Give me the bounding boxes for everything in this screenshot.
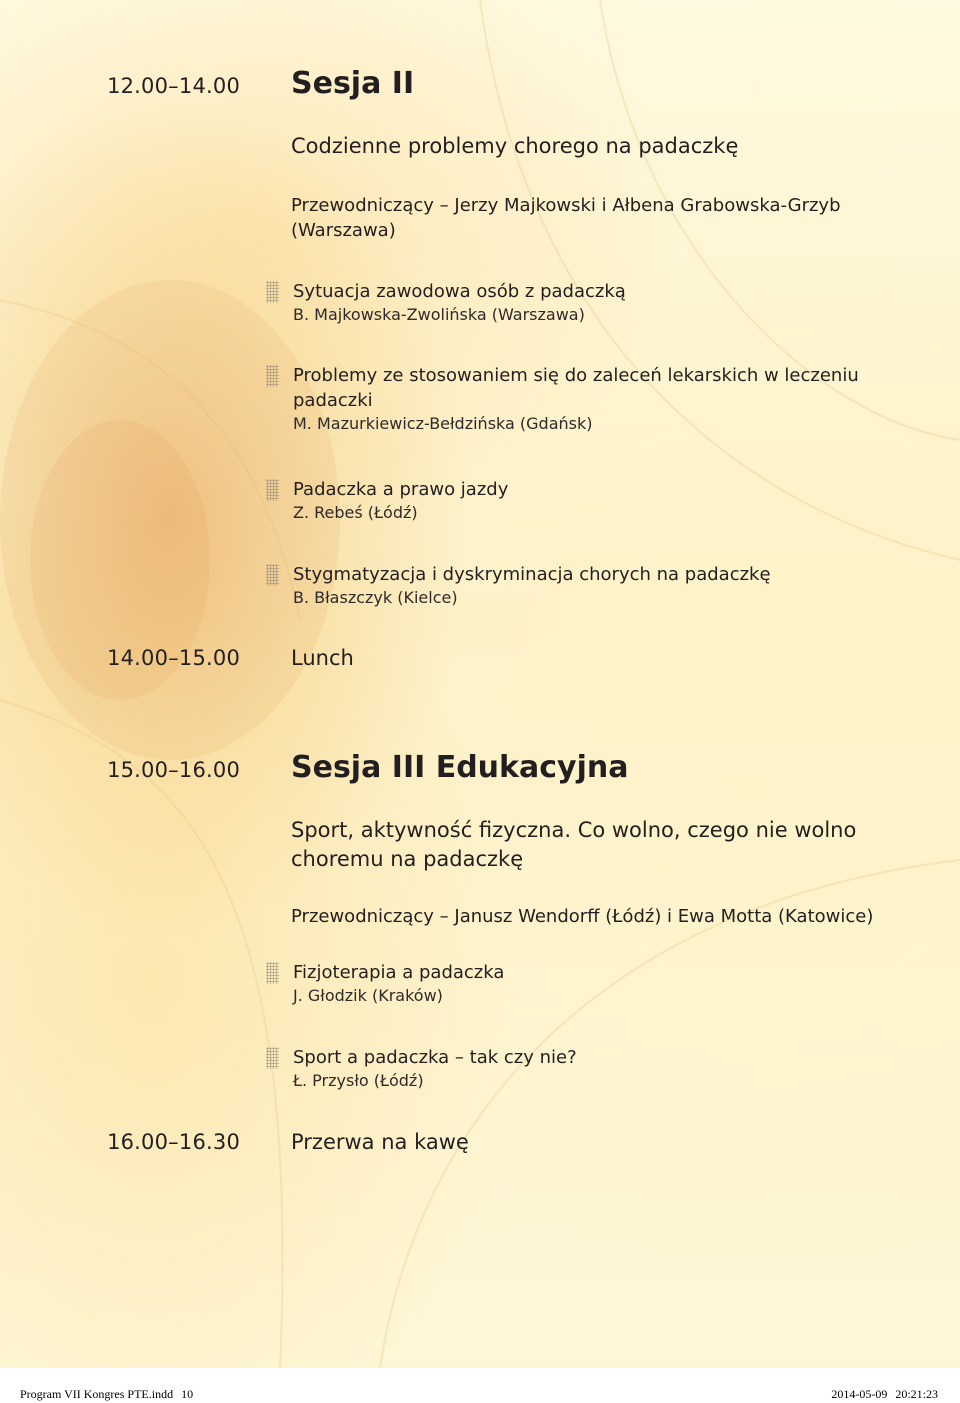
talk-author: M. Mazurkiewicz-Bełdzińska (Gdańsk) xyxy=(293,414,593,433)
talk-item xyxy=(293,279,626,326)
talk-title: Sport a padaczka – tak czy nie? xyxy=(293,1047,577,1068)
footer-timestamp xyxy=(831,1387,938,1402)
lunch-label: Lunch xyxy=(291,646,354,670)
talk-title: padaczki xyxy=(293,390,373,411)
talk-title: Stygmatyzacja i dyskryminacja chorych na padaczkę xyxy=(293,564,771,585)
talk-author: Ł. Przysło (Łódź) xyxy=(293,1071,424,1090)
talk-title: Padaczka a prawo jazdy xyxy=(293,479,509,500)
talk-item xyxy=(293,1045,577,1092)
session-subtitle xyxy=(291,816,856,874)
talk-item xyxy=(293,363,859,435)
footer-time: 20:21:23 xyxy=(895,1387,938,1401)
talk-item xyxy=(293,562,771,609)
footer-file-info xyxy=(20,1387,193,1402)
talk-title: Problemy ze stosowaniem się do zaleceń lekarskich w leczeniu xyxy=(293,365,859,386)
talk-author: Z. Rebeś (Łódź) xyxy=(293,503,418,522)
footer-date: 2014-05-09 xyxy=(831,1387,888,1401)
lunch-time: 14.00–15.00 xyxy=(107,646,240,670)
bullet-icon xyxy=(266,365,279,387)
chair-line: Przewodniczący – Jerzy Majkowski i Ałbena Grabowska-Grzyb xyxy=(291,195,841,216)
talk-item xyxy=(293,477,508,524)
bullet-icon xyxy=(266,281,279,303)
subtitle-line: Sport, aktywność fizyczna. Co wolno, czego nie wolno xyxy=(291,818,857,842)
talk-title: Fizjoterapia a padaczka xyxy=(293,962,505,983)
coffee-label: Przerwa na kawę xyxy=(291,1130,469,1154)
bullet-icon xyxy=(266,962,279,984)
session-subtitle: Codzienne problemy chorego na padaczkę xyxy=(291,134,739,158)
talk-author: B. Majkowska-Zwolińska (Warszawa) xyxy=(293,305,585,324)
session-chair xyxy=(291,193,841,243)
print-footer xyxy=(0,1368,960,1403)
coffee-time: 16.00–16.30 xyxy=(107,1130,240,1154)
talk-author: B. Błaszczyk (Kielce) xyxy=(293,588,458,607)
session-time: 12.00–14.00 xyxy=(107,74,240,98)
session-chair: Przewodniczący – Janusz Wendorff (Łódź) i Ewa Motta (Katowice) xyxy=(291,906,874,927)
bullet-icon xyxy=(266,1047,279,1069)
bullet-icon xyxy=(266,479,279,501)
session-title: Sesja II xyxy=(291,66,415,101)
footer-filename: Program VII Kongres PTE.indd xyxy=(20,1387,174,1401)
footer-page-number: 10 xyxy=(181,1387,194,1401)
bullet-icon xyxy=(266,564,279,586)
subtitle-line: choremu na padaczkę xyxy=(291,847,524,871)
chair-line: (Warszawa) xyxy=(291,220,396,241)
session-time: 15.00–16.00 xyxy=(107,758,240,782)
talk-item xyxy=(293,960,504,1007)
talk-author: J. Głodzik (Kraków) xyxy=(293,986,443,1005)
talk-title: Sytuacja zawodowa osób z padaczką xyxy=(293,281,626,302)
session-title: Sesja III Edukacyjna xyxy=(291,750,629,785)
